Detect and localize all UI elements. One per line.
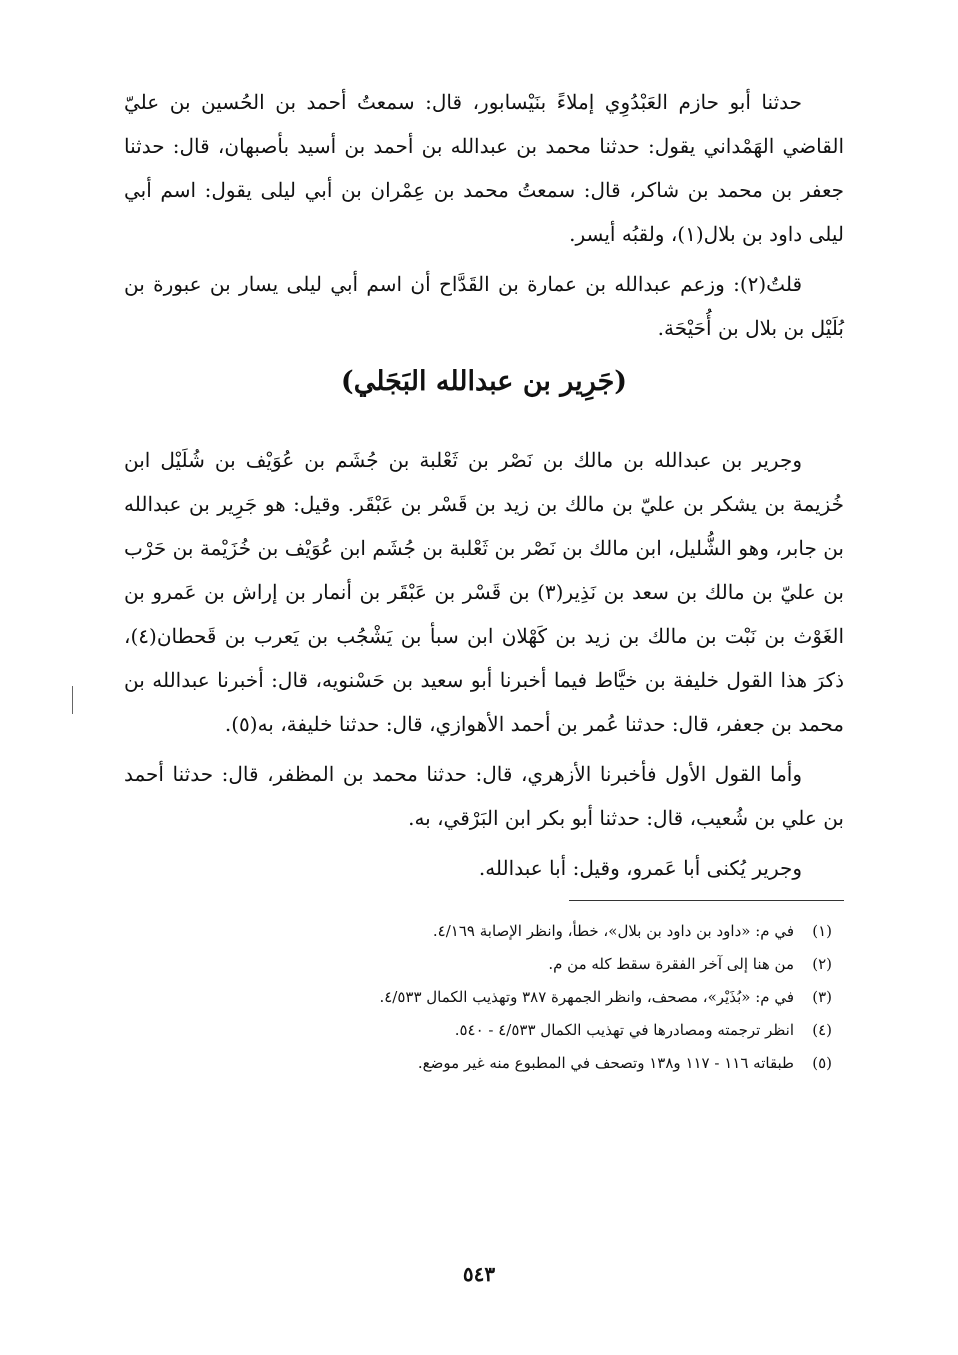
footnote-item <box>124 1047 844 1080</box>
footnote-number: (١) <box>812 922 832 940</box>
paragraph-isnad <box>124 80 844 256</box>
footnote-number: (٣) <box>812 988 832 1006</box>
footnote-text: في م: «بُذَيْر»، مصحف، وانظر الجمهرة ٣٨٧ وتهذيب الكمال ٤/٥٣٣. <box>379 988 794 1006</box>
paragraph-text: قلتُ(٢): وزعم عبدالله بن عمارة بن القَدَّاح أن اسم أبي ليلى يسار بن عبورة بن بُلَيْل بن بلال بن أُحَيْحَة. <box>124 272 844 340</box>
footnote-number: (٤) <box>812 1021 832 1039</box>
footnote-number: (٥) <box>812 1054 832 1072</box>
footnote-text: من هنا إلى آخر الفقرة سقط كله من م. <box>548 955 794 973</box>
paragraph-lineage <box>124 438 844 746</box>
paragraph-text: وجرير بن عبدالله بن مالك بن نَصْر بن ثَعْلبة بن جُشَم بن عُوَيْف بن شُلَيْل ابن خُزيمة بن يشكر بن عليّ بن مالك بن زيد بن قَسْر بن عَبْقَر. وقيل: هو جَرِير بن عبدالله بن جابر، وهو الشُّليل، ابن مالك بن نَصْر بن ثَعْلبة بن جُشَم ابن عُوَيْف بن خُزَيْمة بن حَرْب بن عليّ بن مالك بن سعد بن نَذِير(٣) بن قَسْر بن عَبْقَر بن أنمار بن إراش بن عَمرو بن الغَوْث بن نَبْت بن مالك بن زيد بن كَهْلان ابن سبأ بن يَشْجُب بن يَعرب بن قَحطان(٤)، ذكرَ هذا القول خليفة بن خيَّاط فيما أخبرنا أبو سعيد بن حَسْنويه، قال: أخبرنا عبدالله بن محمد بن جعفر، قال: حدثنا عُمر بن أحمد الأهوازي، قال: حدثنا خليفة، به(٥). <box>124 448 844 736</box>
paragraph-text: وجرير يُكنى أبا عَمرو، وقيل: أبا عبدالله. <box>478 856 802 880</box>
footnote-item <box>124 1014 844 1047</box>
footnote-text: طبقاته ١١٦ - ١١٧ و١٣٨ وتصحف في المطبوع منه غير موضع. <box>417 1054 794 1072</box>
paragraph-text: وأما القول الأول فأخبرنا الأزهري، قال: حدثنا محمد بن المظفر، قال: حدثنا أحمد بن علي بن شُعيب، قال: حدثنا أبو بكر ابن البَرْقي، به. <box>124 762 844 830</box>
footnote-divider <box>569 900 844 901</box>
page-body <box>124 80 844 1080</box>
paragraph-kunya <box>124 846 844 890</box>
margin-mark <box>72 686 73 714</box>
footnotes <box>124 915 844 1080</box>
page-number: ٥٤٣ <box>462 1262 496 1286</box>
footnote-item <box>124 948 844 981</box>
paragraph-text: حدثنا أبو حازم العَبْدُوِي إملاءً بنَيْسابور، قال: سمعتُ أحمد بن الحُسين بن عليّ القاضي الهَمْداني يقول: حدثنا محمد بن عبدالله بن أحمد بن أسيد بأصبهان، قال: حدثنا جعفر بن محمد بن شاكر، قال: سمعتُ محمد بن عِمْران بن أبي ليلى يقول: اسم أبي ليلى داود بن بلال(١)، ولقبُه أيسر. <box>124 90 844 246</box>
paragraph-note <box>124 262 844 350</box>
footnote-item <box>124 981 844 1014</box>
footnote-text: انظر ترجمته ومصادرها في تهذيب الكمال ٤/٥٣٣ - ٥٤٠. <box>454 1021 794 1039</box>
footnote-number: (٢) <box>812 955 832 973</box>
paragraph-first-opinion <box>124 752 844 840</box>
footnote-text: في م: «داود بن داود بن بلال»، خطأ، وانظر الإصابة ٤/١٦٩. <box>432 922 794 940</box>
footnote-item <box>124 915 844 948</box>
section-heading: (جَرِير بن عبدالله البَجَلي) <box>340 366 628 397</box>
